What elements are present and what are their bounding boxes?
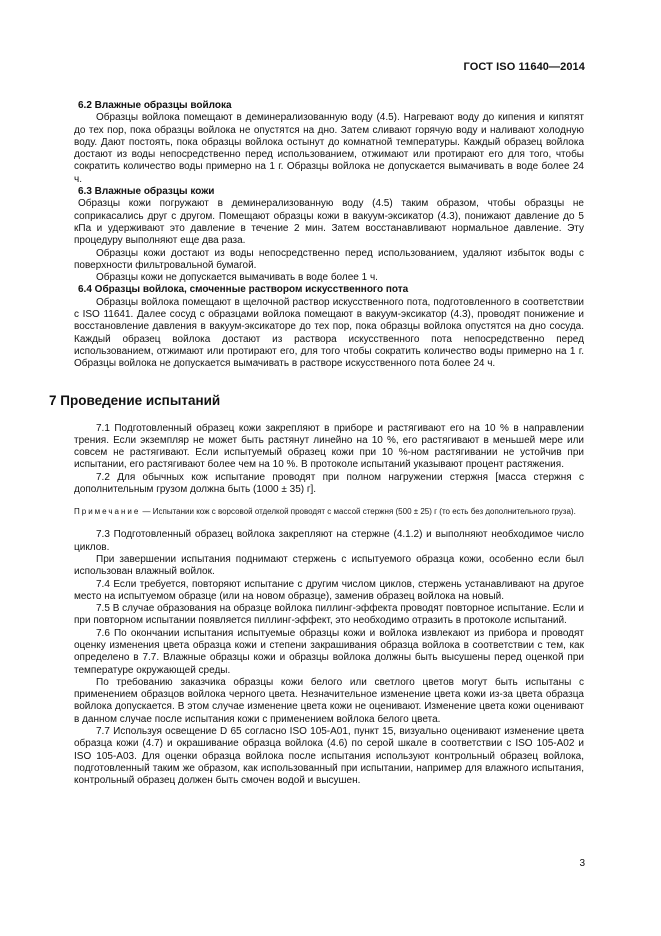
section-6-2-paragraph: Образцы войлока помещают в деминерализованную воду (4.5). Нагревают воду до кипения и кипятят до тех пор, пока образцы войлока не опустятся на дно. Затем сливают горячую воду и наливают холодную воду. Дают постоять, пока образцы войлока остынут до комнатной температуры. Каждый образец войлока достают из воды непосредственно перед использованием, отжимают или протирают его для того, чтобы сократить количество воды примерно на 1 г. Образцы войлока не допускается вымачивать в воде более 24 ч. <box>74 112 584 185</box>
paragraph-7-1: 7.1 Подготовленный образец кожи закрепляют в приборе и растягивают его на 10 % в направлении трения. Если экземпляр не может быть растянут линейно на 10 %, его растягивают в меньшей мере или совсем не растягивают. Если испытуемый образец кожи при 10 %-ном растягивании не устойчив при испытании, его растягивают более чем на 10 %. В протоколе испытаний указывают процент растяжения. <box>74 422 584 471</box>
paragraph-7-3-continued: При завершении испытания поднимают стержень с испытуемого образца кожи, особенно если был использован влажный войлок. <box>74 553 584 578</box>
section-6-2-title: 6.2 Влажные образцы войлока <box>78 100 232 111</box>
note-text: — Испытании кож с ворсовой отделкой проводят с массой стержня (500 ± 25) г (то есть без дополнительного груза). <box>140 507 576 517</box>
section-7-title: 7 Проведение испытаний <box>49 392 221 408</box>
paragraph-7-6: 7.6 По окончании испытания испытуемые образцы кожи и войлока извлекают из прибора и проводят оценку изменения цвета образца кожи и степени закрашивания образца войлока в соответствии с тем, как определено в 7.7. Влажные образцы кожи и образцы войлока должны быть высушены перед оценкой при температуре окружающей среды. <box>74 627 584 676</box>
note <box>74 506 584 517</box>
section-6-3-paragraph-1: Образцы кожи погружают в деминерализованную воду (4.5) таким образом, чтобы образцы не соприкасались друг с другом. Помещают образцы кожи в вакуум-эксикатор (4.3), понижают давление до 5 кПа и удерживают это давление в течение 2 мин. Затем восстанавливают нормальное давление. Эту процедуру выполняют еще два раза. <box>74 198 584 247</box>
paragraph-7-4: 7.4 Если требуется, повторяют испытание с другим числом циклов, стержень устанавливают на другое место на испытуемом образце (или на новом образце), заменив образец войлока на новый. <box>74 578 584 602</box>
section-6-3-paragraph-2: Образцы кожи достают из воды непосредственно перед использованием, удаляют избыток воды с поверхности фильтровальной бумагой. <box>74 247 584 271</box>
paragraph-7-5: 7.5 В случае образования на образце войлока пиллинг-эффекта проводят повторное испытание. Если и при повторном испытании появляется пиллинг-эффект, это необходимо отразить в протоколе испытаний. <box>74 603 584 627</box>
section-6-4-paragraph: Образцы войлока помещают в щелочной раствор искусственного пота, подготовленного в соответствии с ISO 11641. Далее сосуд с образцами войлока помещают в вакуум-эксикатор (4.3), проводят понижение и восстановление давления в вакуум-эксикаторе до тех пор, пока образцы войлока опустятся на дно сосуда. Каждый образец войлока достают из раствора искусственного пота непосредственно перед использованием, отжимают или протирают его, для того чтобы сократить количество воды примерно на 1 г. Образцы войлока не допускается вымачивать в растворе искусственного пота более 24 ч. <box>74 296 584 370</box>
page-number: 3 <box>579 858 585 869</box>
paragraph-7-2: 7.2 Для обычных кож испытание проводят при полном нагружении стержня [масса стержня с дополнительным грузом должна быть (1000 ± 35) г]. <box>74 471 584 496</box>
section-6-3-paragraph-3: Образцы кожи не допускается вымачивать в воде более 1 ч. <box>96 272 378 284</box>
paragraph-7-3: 7.3 Подготовленный образец войлока закрепляют на стержне (4.1.2) и выполняют необходимое число циклов. <box>74 529 584 553</box>
section-6-4-title: 6.4 Образцы войлока, смоченные раствором искусственного пота <box>78 284 409 296</box>
note-label: Примечание <box>74 507 141 517</box>
paragraph-7-7: 7.7 Используя освещение D 65 согласно ISO 105-A01, пункт 15, визуально оценивают изменение цвета образца кожи (4.7) и окрашивание образца войлока (4.6) по серой шкале в соответствии с ISO 105-A02 и ISO 105-A03. Для оценки образца войлока после испытания используют контрольный образец войлока, подготовленный таким же образом, как использованный при испытании, например для влажного испытания, контрольный образец должен быть смочен водой и высушен. <box>74 726 584 787</box>
section-6-3-title: 6.3 Влажные образцы кожи <box>78 186 215 198</box>
page-content <box>49 100 584 788</box>
document-header: ГОСТ ISO 11640—2014 <box>463 61 585 73</box>
paragraph-7-6-continued: По требованию заказчика образцы кожи белого или светлого цветов могут быть испытаны с применением образцов войлока черного цвета. Незначительное изменение цвета кожи из-за цвета образца войлока допускается. В этом случае изменение цвета кожи не оценивают. Изменение цвета кожи оценивают в данном случае после испытания кожи с применением войлока белого цвета. <box>74 676 584 725</box>
